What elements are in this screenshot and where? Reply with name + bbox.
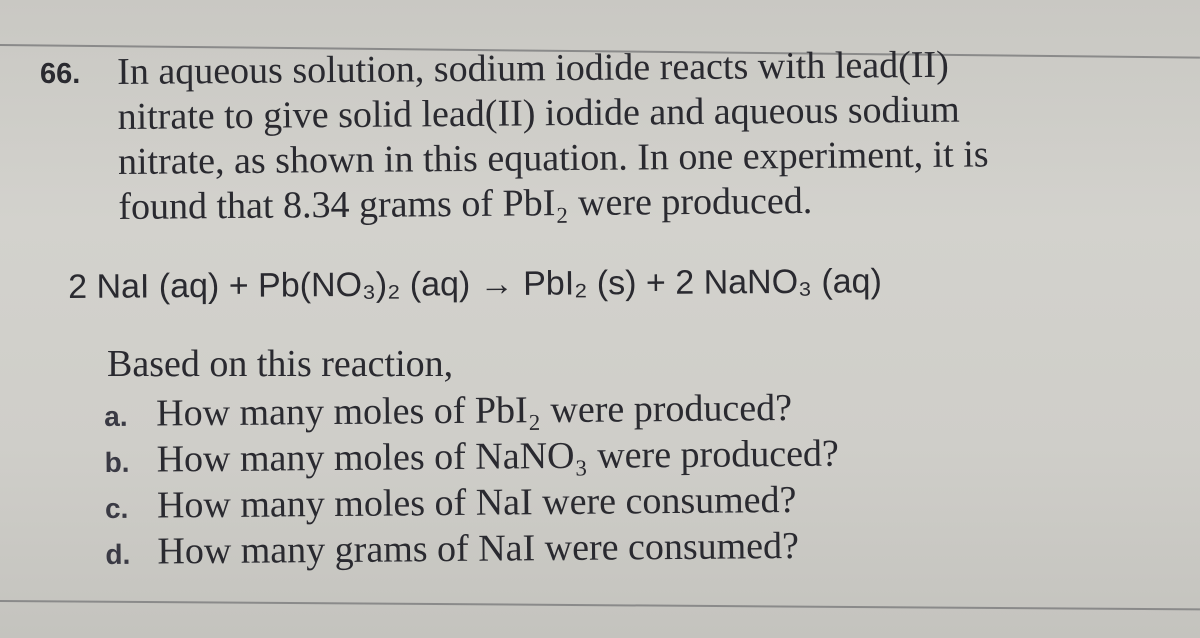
plus-sign: + — [645, 263, 666, 302]
statement-line: nitrate to give solid lead(II) iodide and aqueous sodium — [117, 88, 960, 138]
question-item — [105, 478, 840, 530]
problem-number: 66. — [40, 58, 81, 90]
product-lead-iodide: PbI₂ (s) — [523, 264, 637, 303]
reactant-lead-nitrate: Pb(NO₃)₂ (aq) — [257, 265, 471, 305]
question-item — [105, 524, 840, 576]
question-text: How many grams of NaI were consumed? — [157, 524, 800, 573]
question-label: a. — [104, 400, 128, 432]
reaction-arrow: → — [479, 264, 514, 304]
statement-line: found that 8.34 grams of PbI₂ were produced. — [118, 179, 813, 228]
product-sodium-nitrate: 2 NaNO₃ (aq) — [675, 262, 882, 302]
chemical-equation — [68, 262, 882, 307]
bottom-rule — [0, 600, 1200, 610]
reactant-nai: 2 NaI (aq) — [68, 266, 220, 306]
statement-line: nitrate, as shown in this equation. In one experiment, it is — [117, 133, 989, 183]
question-label: c. — [104, 492, 129, 524]
statement-line: In aqueous solution, sodium iodide reacts with lead(II) — [117, 43, 949, 93]
question-label: b. — [104, 446, 130, 478]
problem-statement — [117, 41, 1169, 230]
plus-sign: + — [228, 266, 249, 305]
question-text: How many moles of NaNO₃ were produced? — [156, 432, 840, 481]
question-label: d. — [105, 538, 131, 570]
question-text: How many moles of NaI were consumed? — [156, 478, 797, 527]
prompt-text: Based on this reaction, — [107, 343, 454, 385]
question-text: How many moles of PbI₂ were produced? — [156, 386, 793, 435]
question-item — [104, 386, 839, 438]
question-list — [104, 386, 840, 576]
question-item — [104, 432, 839, 484]
